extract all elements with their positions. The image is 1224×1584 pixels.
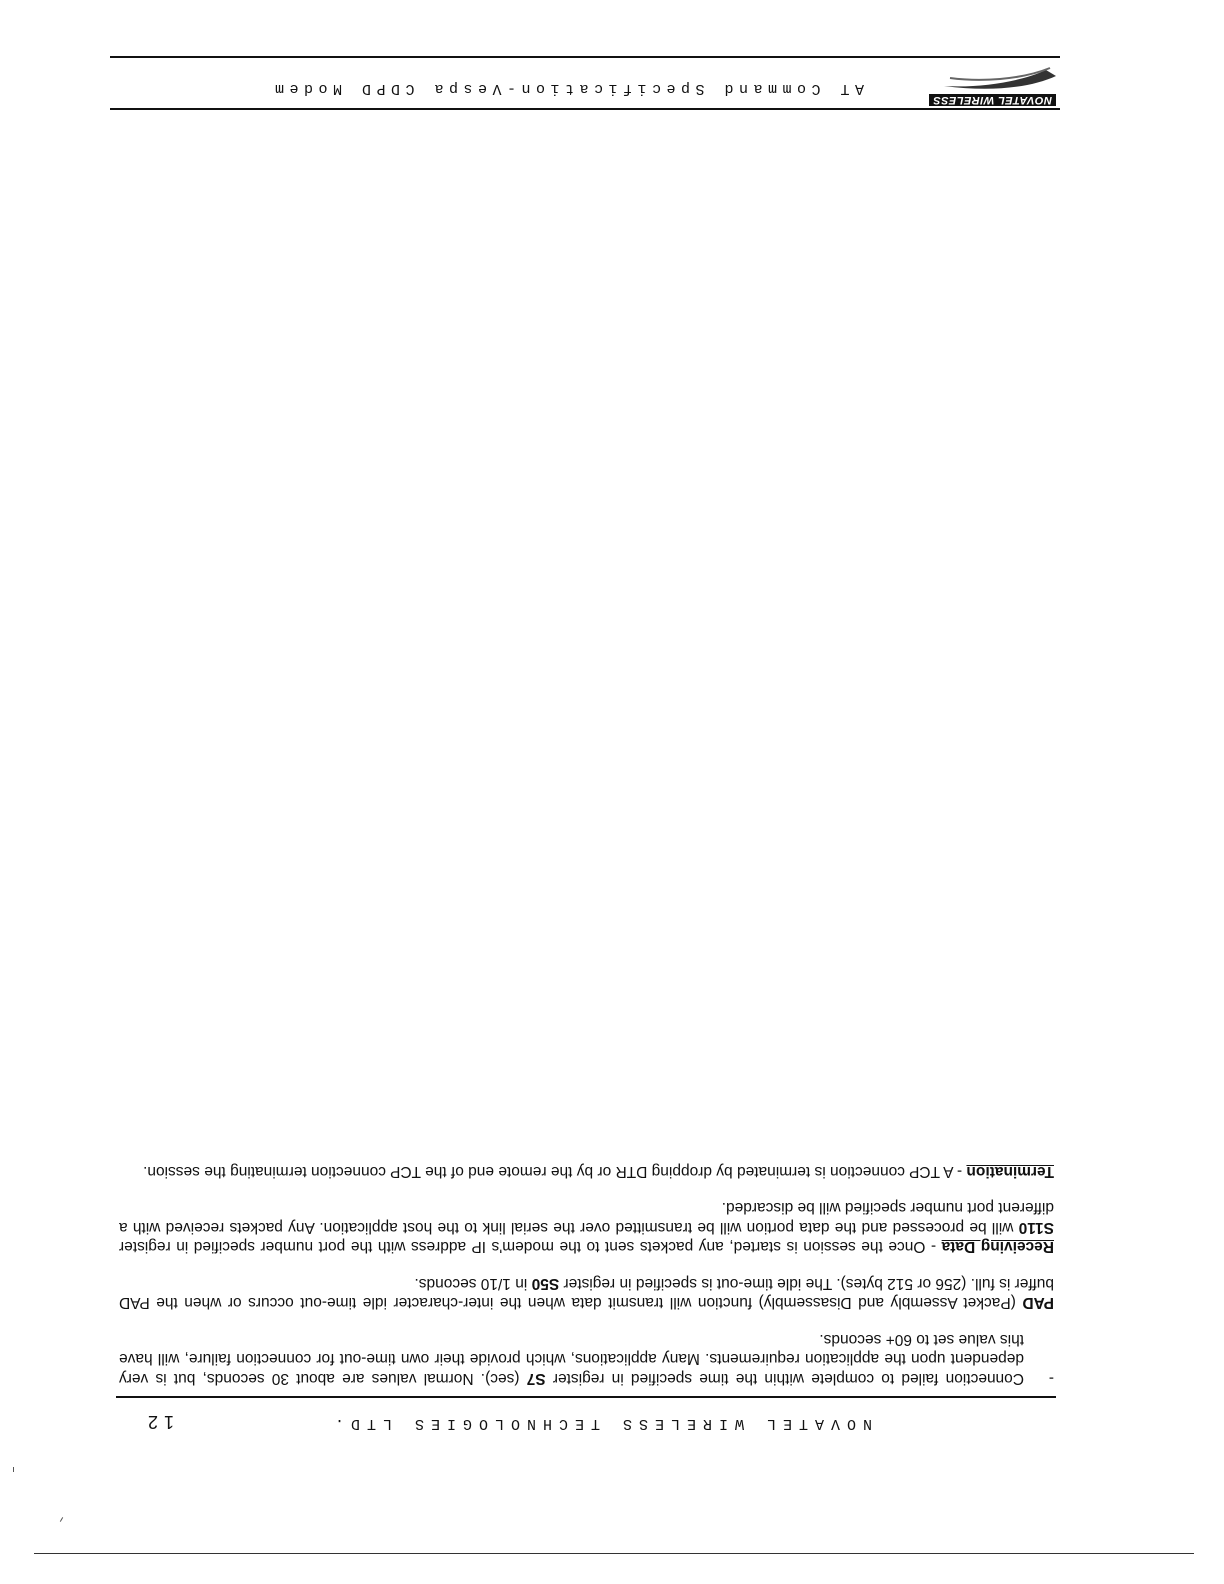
bullet-dash-icon: -	[1048, 1370, 1054, 1387]
paragraph-connection-failed: - Connection failed to complete within the time specified in register S7 (sec). Normal values are about 30 seconds, but is very dependent upon the application requirements. Many applications, which provide their own time-out for connection failure, will have this value set to 60+ seconds.	[119, 1331, 1054, 1387]
body-text	[119, 1145, 1054, 1389]
scan-speck	[60, 1517, 63, 1522]
logo-swoosh-icon	[940, 60, 1060, 106]
footer-rule	[116, 1396, 1056, 1398]
scan-edge-line	[34, 1553, 1194, 1554]
term-pad: PAD	[1022, 1294, 1054, 1312]
register-s50: S50	[531, 1275, 560, 1292]
header-rule-top	[110, 56, 1060, 58]
novatel-logo	[932, 60, 1060, 106]
register-s7: S7	[526, 1370, 546, 1387]
register-s110: S110	[1018, 1219, 1054, 1236]
paragraph-receiving-data: Receiving Data - Once the session is started, any packets sent to the modem's IP address with the port number specified in register S110 will be processed and the data portion will be transmitted over the serial link to the host application. Any packets received with a different port number specified will be discarded.	[119, 1199, 1054, 1256]
term-receiving-data: Receiving Data	[941, 1238, 1054, 1256]
header-rule-bottom	[110, 108, 1060, 110]
page-number: 12	[141, 1412, 174, 1432]
logo-wordmark: NOVATEL WIRELESS	[929, 94, 1056, 106]
footer-company: NOVATEL WIRELESS TECHNOLOGIES LTD.	[327, 1415, 872, 1432]
header-title: AT Command Specification-Vespa CDPD Modem	[269, 80, 864, 97]
term-termination: Termination	[966, 1163, 1054, 1180]
scan-speck	[13, 1467, 14, 1472]
paragraph-termination: Termination - A TCP connection is terminated by dropping DTR or by the remote end of the TCP connection terminating the session.	[143, 1163, 1054, 1180]
paragraph-pad: PAD (Packet Assembly and Disassembly) function will transmit data when the inter-character idle time-out occurs or when the PAD buffer is full. (256 or 512 bytes). The idle time-out is specified in register S50 in 1/10 seconds.	[119, 1275, 1054, 1312]
